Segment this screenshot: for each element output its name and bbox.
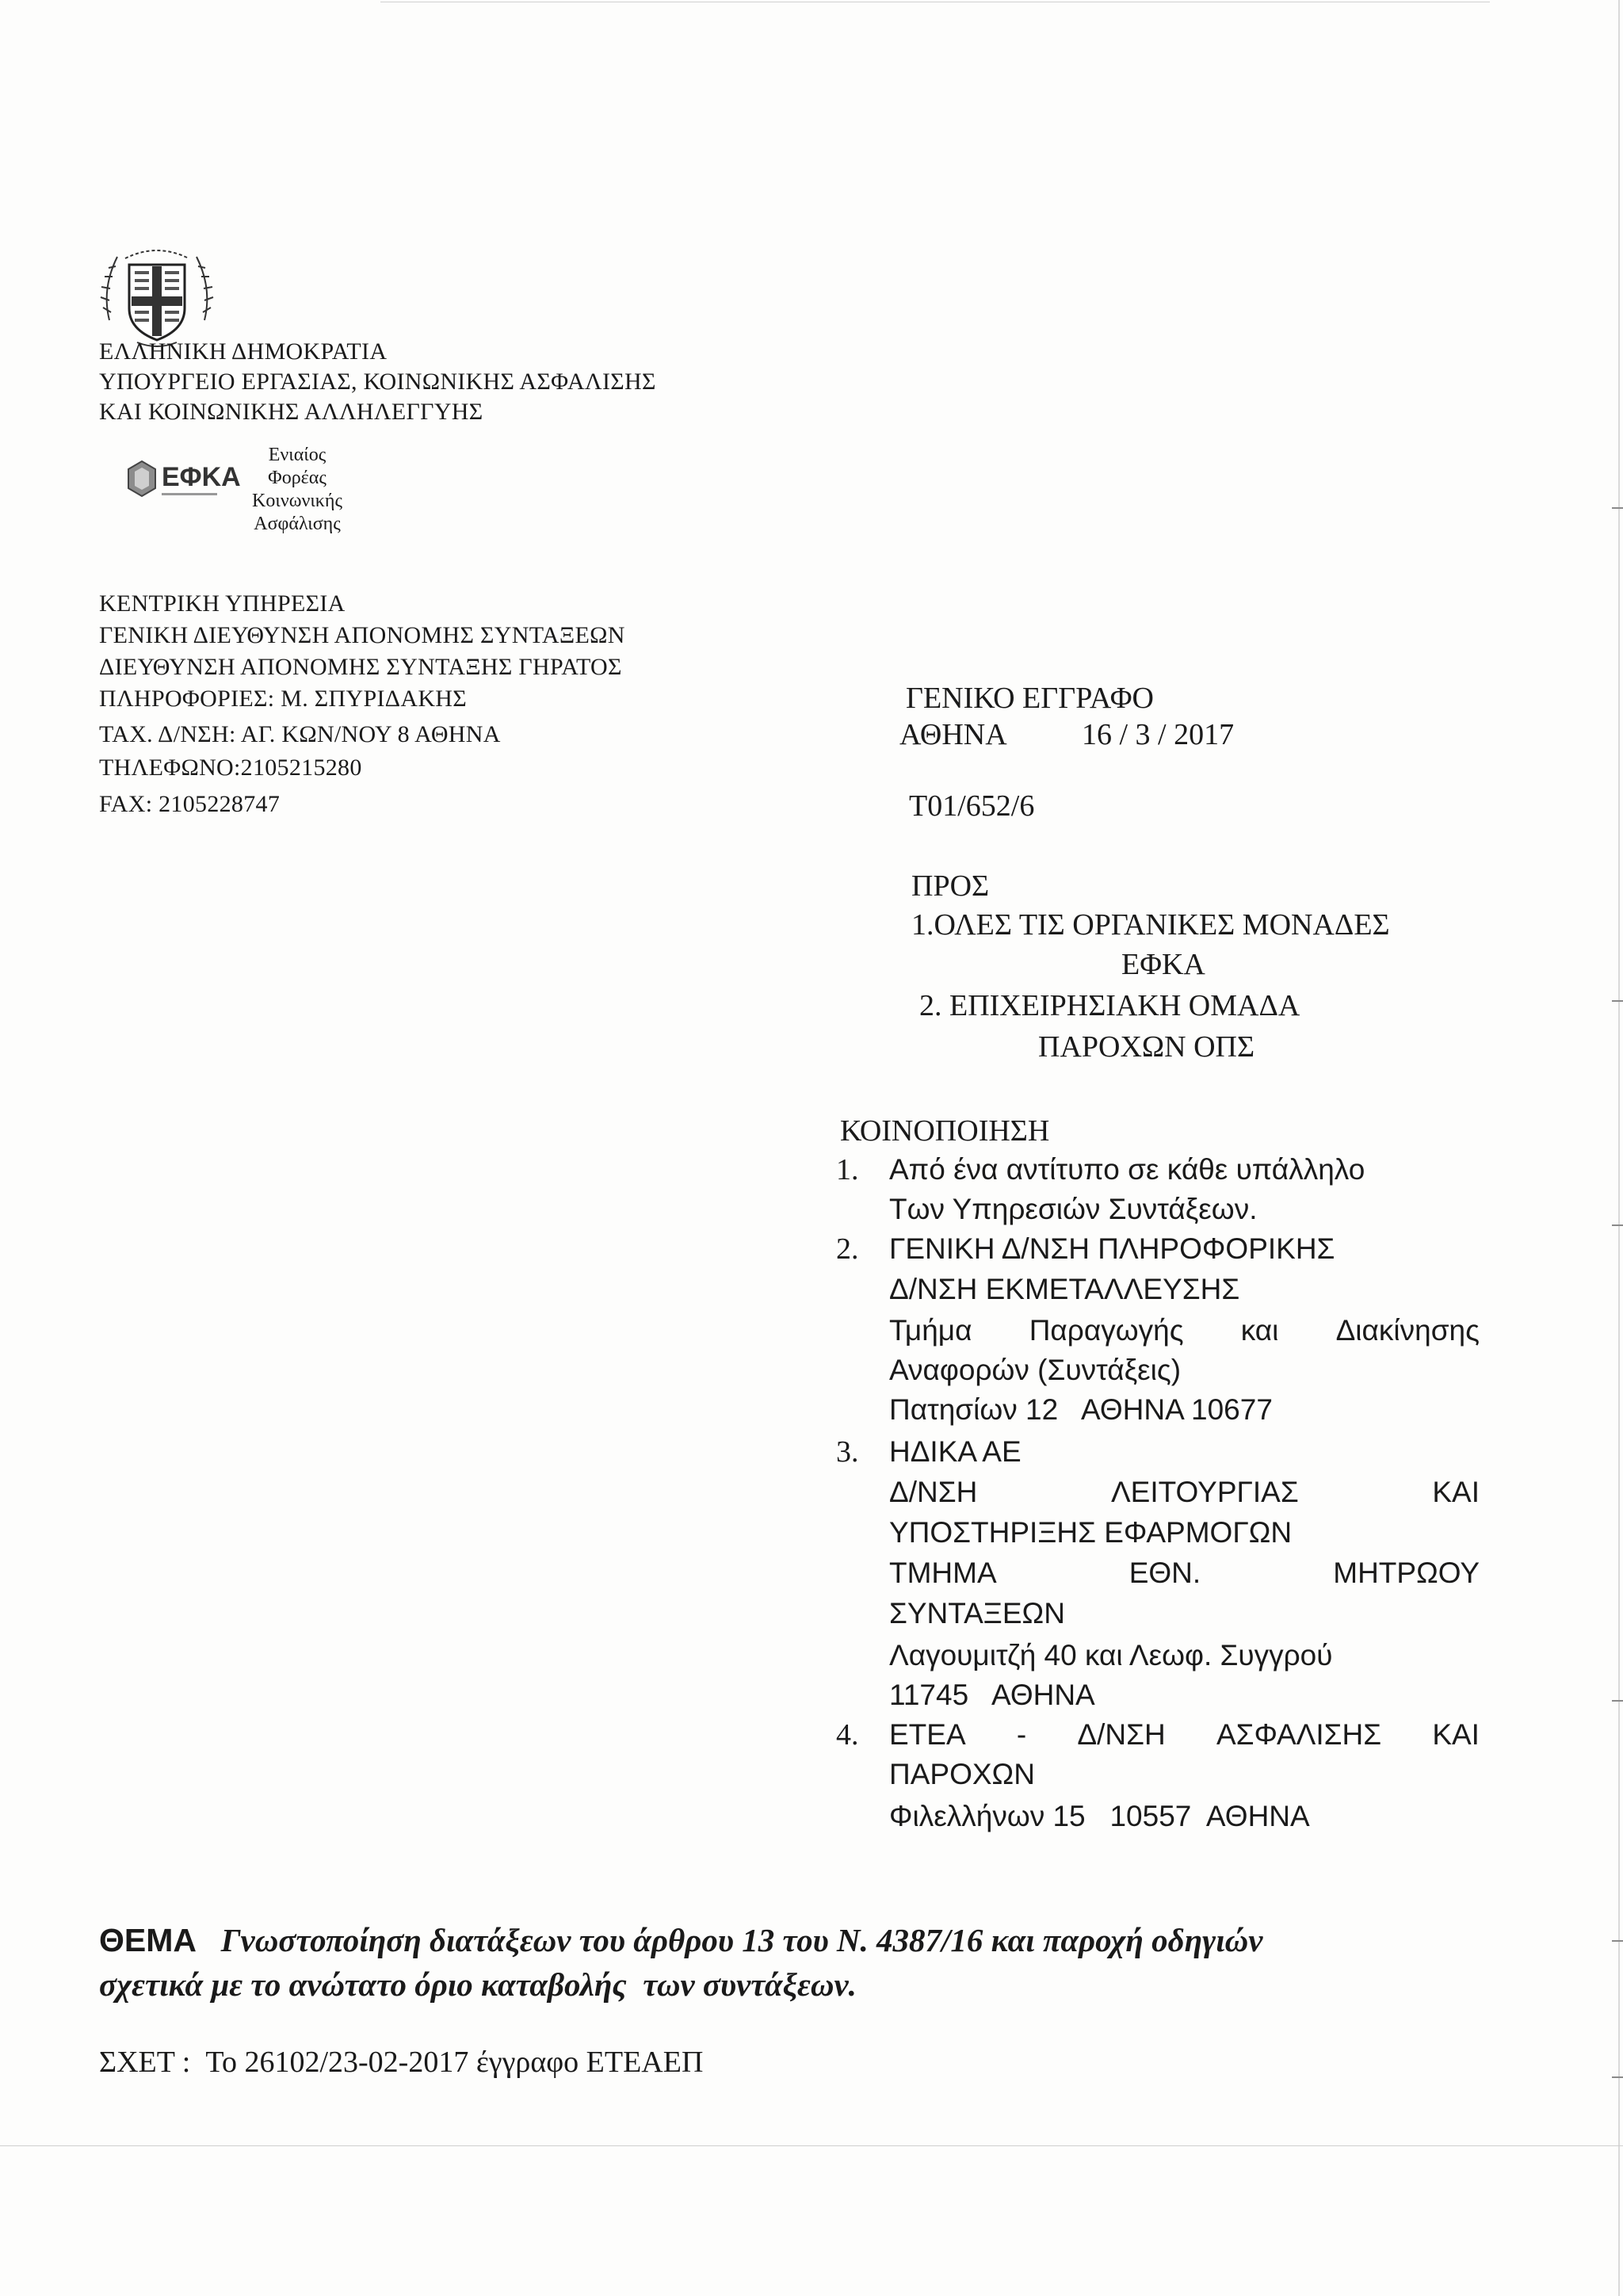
ministry-line-2: ΚΑΙ ΚΟΙΝΩΝΙΚΗΣ ΑΛΛΗΛΕΓΓΥΗΣ [99, 399, 483, 425]
ministry-line-1: ΥΠΟΥΡΓΕΙΟ ΕΡΓΑΣΙΑΣ, ΚΟΙΝΩΝΙΚΗΣ ΑΣΦΑΛΙΣΗΣ [99, 369, 656, 395]
reference-line [99, 2043, 703, 2081]
cc-word: Δ/ΝΣΗ [1077, 1718, 1166, 1751]
cc-word: Τμήμα [889, 1314, 972, 1347]
scan-artifact-edge [1618, 0, 1620, 2296]
document-reference-number: Τ01/652/6 [909, 789, 1035, 823]
sender-fax: FAX: 2105228747 [99, 791, 281, 817]
cc-word: και [1240, 1314, 1279, 1347]
cc-word: Διακίνησης [1335, 1314, 1480, 1347]
cc-line: ΣΥΝΤΑΞΕΩΝ [889, 1597, 1065, 1629]
efka-full-name [250, 444, 345, 536]
reference-label: ΣΧΕΤ : [99, 2046, 191, 2079]
recipients-label: ΠΡΟΣ [911, 869, 990, 903]
cc-justified-line [889, 1473, 1480, 1511]
cc-word: ΑΣΦΑΛΙΣΗΣ [1216, 1718, 1382, 1751]
cc-word: ΜΗΤΡΩΟΥ [1333, 1557, 1480, 1589]
subject-line-2: σχετικά με το ανώτατο όριο καταβολής των συντάξεων. [99, 1966, 857, 2003]
cc-word: - [1016, 1718, 1027, 1751]
efka-logo-text: ΕΦΚΑ [162, 461, 241, 492]
cc-word: ΤΜΗΜΑ [889, 1557, 997, 1589]
cc-line: ΠΑΡΟΧΩΝ [889, 1758, 1035, 1790]
document-type: ΓΕΝΙΚΟ ΕΓΓΡΑΦΟ [906, 682, 1154, 715]
cc-address: Λαγουμιτζή 40 και Λεωφ. Συγγρού [889, 1639, 1333, 1671]
cc-word: ΛΕΙΤΟΥΡΓΙΑΣ [1110, 1476, 1299, 1508]
efka-name-line: Ενιαίος [268, 445, 327, 465]
cc-justified-line [889, 1716, 1480, 1754]
subject-label: ΘΕΜΑ [99, 1922, 197, 1958]
republic-title: ΕΛΛΗΝΙΚΗ ΔΗΜΟΚΡΑΤΙΑ [99, 338, 388, 365]
cc-justified-line [889, 1554, 1480, 1592]
efka-logo [127, 460, 241, 498]
efka-hexagon-icon [127, 460, 157, 498]
subject-line-1 [99, 1918, 1262, 1962]
cc-line: ΗΔΙΚΑ ΑΕ [889, 1435, 1022, 1468]
cc-word: ΕΘΝ. [1128, 1557, 1201, 1589]
cc-address: 11745 ΑΘΗΝΑ [889, 1679, 1095, 1711]
cc-word: ΚΑΙ [1432, 1718, 1480, 1751]
efka-name-line: Φορέας [268, 468, 327, 488]
scan-artifact-line [0, 2145, 1623, 2146]
cc-address: Φιλελλήνων 15 10557 ΑΘΗΝΑ [889, 1800, 1310, 1832]
cc-number: 1. [836, 1153, 859, 1186]
scan-tick [1612, 1000, 1623, 1002]
cc-label: ΚΟΙΝΟΠΟΙΗΣΗ [840, 1114, 1050, 1148]
sender-info-line: ΠΛΗΡΟΦΟΡΙΕΣ: Μ. ΣΠΥΡΙΔΑΚΗΣ [99, 686, 468, 712]
sender-line: ΚΕΝΤΡΙΚΗ ΥΠΗΡΕΣΙΑ [99, 590, 346, 617]
cc-number: 2. [836, 1232, 859, 1266]
cc-line: Από ένα αντίτυπο σε κάθε υπάλληλο [889, 1153, 1365, 1186]
cc-line: ΥΠΟΣΤΗΡΙΞΗΣ ΕΦΑΡΜΟΓΩΝ [889, 1516, 1293, 1549]
cc-number: 4. [836, 1718, 859, 1752]
cc-word: Παραγωγής [1029, 1314, 1184, 1347]
cc-line: Αναφορών (Συντάξεις) [889, 1354, 1182, 1386]
scan-tick [1612, 507, 1623, 509]
document-place: ΑΘΗΝΑ [899, 718, 1007, 751]
subject-text: Γνωστοποίηση διατάξεων του άρθρου 13 του Ν. 4387/16 και παροχή οδηγιών [220, 1922, 1263, 1958]
scan-tick [1612, 1700, 1623, 1702]
cc-number: 3. [836, 1435, 859, 1469]
cc-word: Δ/ΝΣΗ [889, 1476, 978, 1508]
scan-tick [1612, 1224, 1623, 1226]
greek-coat-of-arms-icon [94, 233, 220, 352]
recipient-1-cont: ΕΦΚΑ [1121, 948, 1205, 981]
cc-line: Δ/ΝΣΗ ΕΚΜΕΤΑΛΛΕΥΣΗΣ [889, 1273, 1240, 1305]
recipient-2-cont: ΠΑΡΟΧΩΝ ΟΠΣ [1038, 1030, 1255, 1064]
sender-line: ΔΙΕΥΘΥΝΣΗ ΑΠΟΝΟΜΗΣ ΣΥΝΤΑΞΗΣ ΓΗΡΑΤΟΣ [99, 654, 622, 680]
efka-logo-underline [162, 493, 217, 495]
efka-name-line: Ασφάλισης [254, 514, 341, 534]
sender-address: ΤΑΧ. Δ/ΝΣΗ: ΑΓ. ΚΩΝ/ΝΟΥ 8 ΑΘΗΝΑ [99, 721, 501, 747]
sender-line: ΓΕΝΙΚΗ ΔΙΕΥΘΥΝΣΗ ΑΠΟΝΟΜΗΣ ΣΥΝΤΑΞΕΩΝ [99, 622, 625, 648]
reference-text: Το 26102/23-02-2017 έγγραφο ΕΤΕΑΕΠ [205, 2046, 704, 2079]
cc-justified-line [889, 1312, 1480, 1350]
cc-address: Πατησίων 12 ΑΘΗΝΑ 10677 [889, 1393, 1273, 1426]
cc-word: ΚΑΙ [1432, 1476, 1480, 1508]
sender-phone: ΤΗΛΕΦΩΝΟ:2105215280 [99, 755, 362, 781]
efka-name-line: Κοινωνικής [252, 491, 342, 511]
scan-tick [1612, 1940, 1623, 1942]
document-date: 16 / 3 / 2017 [1082, 718, 1235, 751]
recipient-2: 2. ΕΠΙΧΕΙΡΗΣΙΑΚΗ ΟΜΑΔΑ [919, 989, 1300, 1022]
recipient-1: 1.ΟΛΕΣ ΤΙΣ ΟΡΓΑΝΙΚΕΣ ΜΟΝΑΔΕΣ [911, 908, 1390, 942]
scan-tick [1612, 2076, 1623, 2078]
cc-line: Των Υπηρεσιών Συντάξεων. [889, 1193, 1258, 1225]
cc-line: ΓΕΝΙΚΗ Δ/ΝΣΗ ΠΛΗΡΟΦΟΡΙΚΗΣ [889, 1232, 1335, 1265]
cc-word: ΕΤΕΑ [889, 1718, 966, 1751]
